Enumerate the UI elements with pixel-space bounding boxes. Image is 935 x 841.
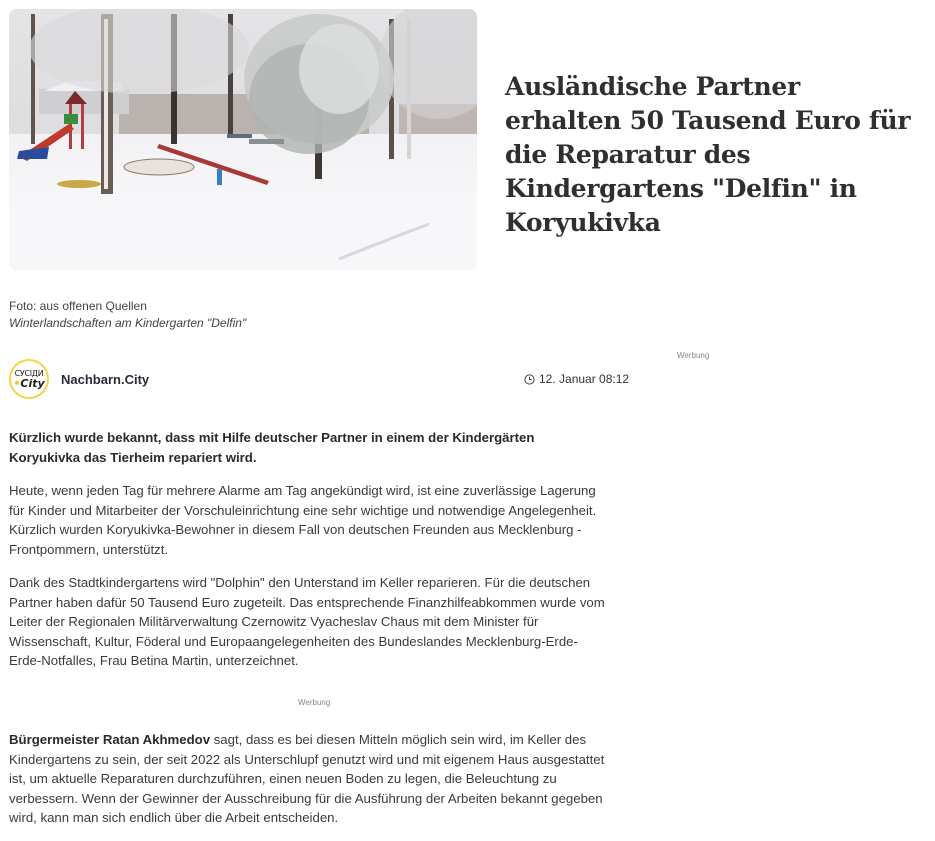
photo-caption	[9, 298, 246, 332]
snowy-playground-photo	[9, 9, 477, 270]
date-text: 12. Januar 08:12	[539, 372, 630, 386]
ad-label: Werbung	[677, 351, 710, 360]
author-name[interactable]: Nachbarn.City	[61, 371, 150, 387]
mayor-name: Bürgermeister Ratan Akhmedov	[9, 732, 211, 747]
article-paragraph: Dank des Stadtkindergartens wird "Dolphin" den Unterstand im Keller reparieren. Für die deutschen Partner haben dafür 50 Tausend Euro zugeteilt. Das entsprechende Finanzhilfeabkommen wurde vom Leiter der Regionalen Militärverwaltung Czernowitz Vyacheslav Chaus mit dem Minister für Wissenschaft, Kultur, Föderal und Europaangelegenheiten des Bundeslandes Mecklenburg-Erde-Erde-Notfalles, Frau Betina Martin, unterzeichnet.	[9, 575, 605, 668]
author-block[interactable]	[9, 359, 149, 399]
article-lead: Kürzlich wurde bekannt, dass mit Hilfe deutscher Partner in einem der Kindergärten Koryukivka das Tierheim repariert wird.	[9, 430, 535, 465]
photo-credit: Foto: aus offenen Quellen	[9, 299, 147, 313]
article-headline: Ausländische Partner erhalten 50 Tausend Euro für die Reparatur des Kindergartens "Delfin" in Koryukivka	[505, 72, 911, 237]
paragraph-text: sagt, dass es bei diesen Mitteln möglich sein wird, im Keller des Kindergartens zu sein, der seit 2022 als Unterschlupf genutzt wird und mit eigenem Haus ausgestattet ist, um aktuelle Reparaturen durchzuführen, einen neuen Boden zu legen, die Beleuchtung zu verbessern. Wenn der Gewinner der Ausschreibung für die Ausführung der Arbeiten bekannt gegeben wird, kann man sich endlich über die Arbeit entscheiden.	[9, 732, 605, 825]
avatar[interactable]	[9, 359, 49, 399]
photo-description: Winterlandschaften am Kindergarten "Delfin"	[9, 316, 247, 330]
article-body	[9, 428, 609, 685]
logo-text-bottom: •City	[13, 376, 45, 390]
logo-text-top: СУСІДИ	[14, 368, 44, 378]
article-paragraph	[9, 730, 614, 828]
article-paragraph: Heute, wenn jeden Tag für mehrere Alarme am Tag angekündigt wird, ist eine zuverlässige Lagerung für Kinder und Mitarbeiter der Vorschuleinrichtung eine sehr wichtige und notwendige Angelegenheit. Kürzlich wurden Koryukivka-Bewohner in diesem Fall von deutschen Freunden aus Mecklenburg - Frontpommern, unterstützt.	[9, 483, 597, 557]
publish-date	[524, 372, 629, 386]
hero-image	[9, 9, 477, 270]
clock-icon	[524, 374, 535, 385]
ad-label: Werbung	[298, 698, 331, 707]
